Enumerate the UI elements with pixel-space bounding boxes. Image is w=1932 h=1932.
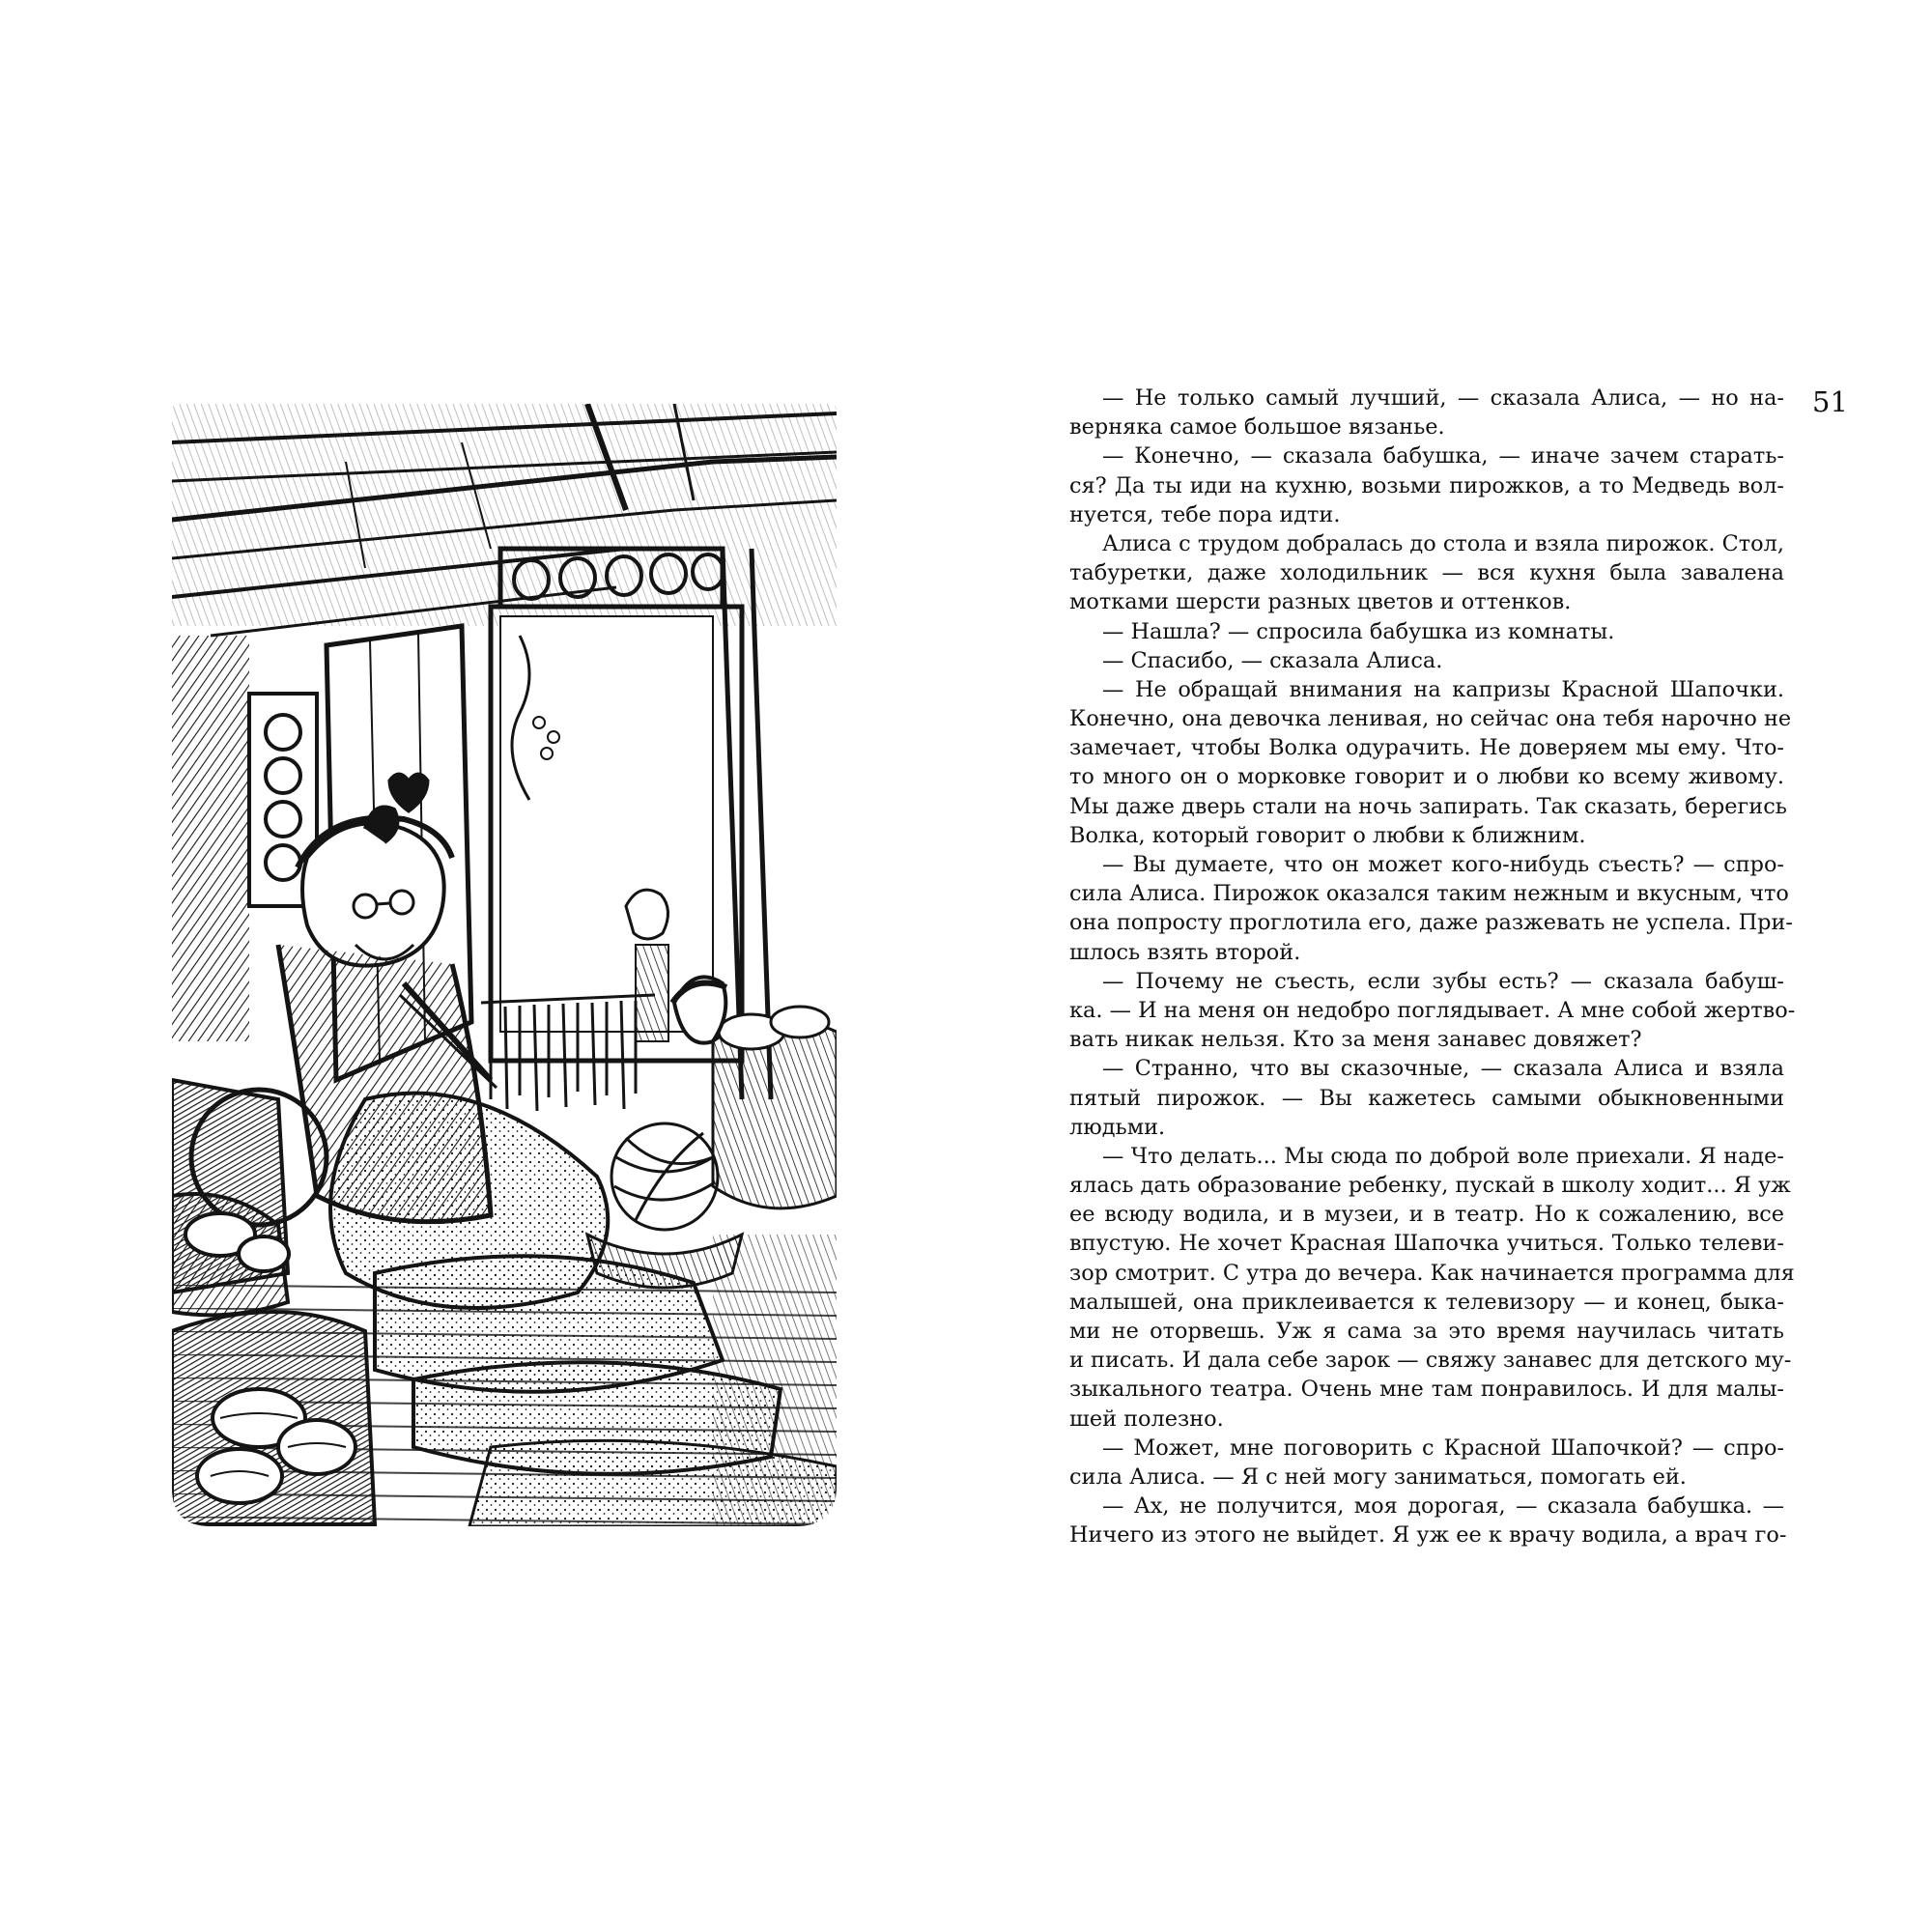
text-line: и писать. И дала себе зарок — свяжу занавес для детского му- (1069, 1348, 1792, 1374)
text-line: — Ах, не получится, моя дорогая, — сказала бабушка. — (1102, 1493, 1784, 1520)
text-line: ялась дать образование ребенку, пускай в школу ходит... Я уж (1069, 1173, 1791, 1199)
text-line: мотками шерсти разных цветов и оттенков. (1069, 589, 1572, 615)
text-line: ся? Да ты иди на кухню, возьми пирожков, а то Медведь вол- (1069, 472, 1784, 498)
text-line: — Нашла? — спросила бабушка из комнаты. (1102, 618, 1615, 644)
text-line: шей полезно. (1069, 1406, 1224, 1432)
text-line: она попросту проглотила его, даже разжевать не успела. При- (1069, 910, 1793, 936)
illustration-drawing (172, 404, 837, 1526)
text-line: вать никак нельзя. Кто за меня занавес довяжет? (1069, 1027, 1642, 1053)
text-line: Конечно, она девочка ленивая, но сейчас она тебя нарочно не (1069, 706, 1792, 732)
text-line: табуретки, даже холодильник — вся кухня была завалена (1069, 560, 1784, 586)
text-line: сила Алиса. — Я с ней могу заниматься, помогать ей. (1069, 1463, 1687, 1490)
text-line: — Спасибо, — сказала Алиса. (1102, 647, 1443, 673)
text-line: зыкального театра. Очень мне там понравилось. И для малы- (1069, 1377, 1784, 1403)
text-line: Ничего из этого не выйдет. Я уж ее к врачу водила, а врач го- (1069, 1522, 1787, 1548)
text-line: впустую. Не хочет Красная Шапочка учиться. Только телеви- (1069, 1231, 1784, 1257)
text-line: ка. — И на меня он недобро поглядывает. А мне собой жертво- (1069, 997, 1796, 1023)
text-line: — Что делать... Мы сюда по доброй воле приехали. Я наде- (1102, 1143, 1784, 1169)
text-line: нуется, тебе пора идти. (1069, 501, 1341, 527)
bread-basket (713, 1007, 837, 1208)
text-line: Алиса с трудом добралась до стола и взяла пирожок. Стол, (1102, 530, 1784, 556)
text-line: — Не обращай внимания на капризы Красной Шапочки. (1102, 676, 1784, 702)
text-line: — Странно, что вы сказочные, — сказала Алиса и взяла (1102, 1056, 1784, 1082)
text-line: — Может, мне поговорить с Красной Шапочкой? — спро- (1102, 1435, 1784, 1461)
back-room (500, 616, 713, 1041)
text-line: малышей, она приклеивается к телевизору — и конец, быка- (1069, 1289, 1784, 1315)
text-line: Волка, который говорит о любви к ближним. (1069, 822, 1586, 848)
page-text (1069, 384, 1796, 1550)
text-line: — Не только самый лучший, — сказала Алиса, — но на- (1102, 385, 1784, 411)
text-line: то много он о морковке говорит и о любви ко всему живому. (1069, 764, 1784, 790)
page-number: 51 (1812, 385, 1848, 418)
text-line: людьми. (1069, 1114, 1166, 1140)
text-line: Мы даже дверь стали на ночь запирать. Так сказать, берегись (1069, 793, 1787, 819)
text-line: зор смотрит. С утра до вечера. Как начинается программа для (1069, 1260, 1795, 1286)
text-line: — Почему не съесть, если зубы есть? — сказала бабуш- (1102, 968, 1784, 994)
text-line: шлось взять второй. (1069, 939, 1301, 965)
text-line: сила Алиса. Пирожок оказался таким нежным и вкусным, что (1069, 881, 1789, 907)
text-line: — Конечно, — сказала бабушка, — иначе зачем старать- (1102, 443, 1784, 469)
illustration (172, 404, 837, 1526)
text-line: верняка самое большое вязанье. (1069, 414, 1445, 440)
text-line: замечает, чтобы Волка одурачить. Не доверяем мы ему. Что- (1069, 735, 1784, 761)
foreground-stool (172, 1312, 375, 1524)
text-line: ми не оторвешь. Уж я сама за это время научилась читать (1069, 1319, 1784, 1344)
text-line: ее всюду водила, и в музеи, и в театр. Но к сожалению, все (1069, 1202, 1784, 1228)
text-line: — Вы думаете, что он может кого-нибудь съесть? — спро- (1102, 852, 1784, 877)
text-line: пятый пирожок. — Вы кажетесь самыми обыкновенными (1069, 1085, 1784, 1111)
